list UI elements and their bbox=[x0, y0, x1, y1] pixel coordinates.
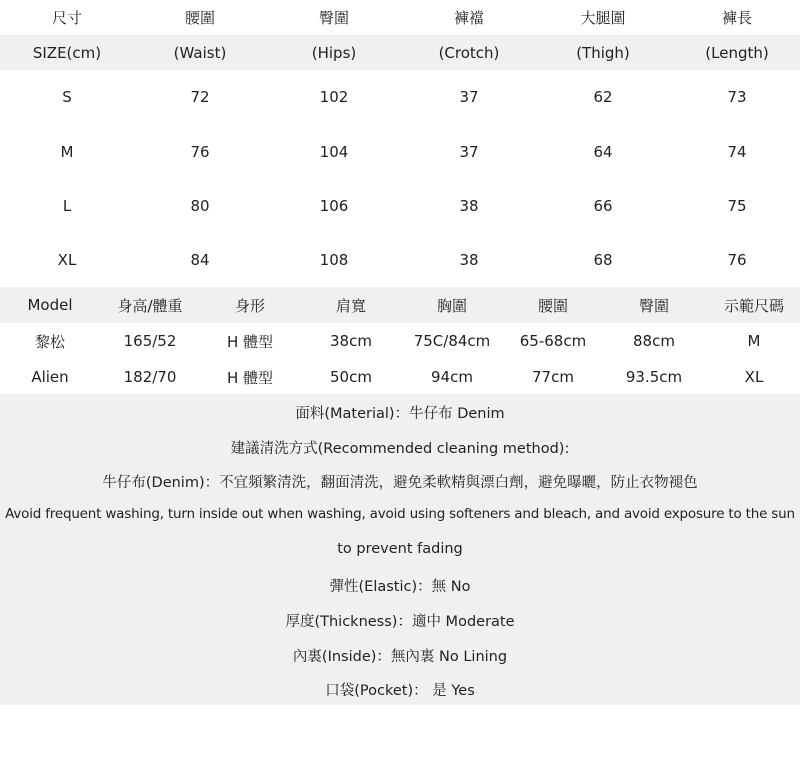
body-type-header-cell: 身形 bbox=[234, 296, 265, 315]
crotch-cell: 37 bbox=[459, 88, 479, 106]
height-weight-cell: 165/52 bbox=[123, 332, 177, 350]
thigh-cell: 68 bbox=[593, 251, 613, 269]
model-header-cell: Model bbox=[27, 296, 73, 314]
material-text: 面料(Material)：牛仔布 Denim bbox=[295, 406, 505, 422]
product-info-panel bbox=[0, 394, 800, 705]
pocket-text: 口袋(Pocket)： 是 Yes bbox=[325, 683, 475, 699]
height-weight-header-cell: 身高/體重 bbox=[117, 296, 183, 315]
hips-cell: 88cm bbox=[633, 332, 675, 350]
size-cell: L bbox=[62, 197, 72, 215]
size-cell: S bbox=[62, 88, 72, 106]
thigh-header-cell bbox=[536, 0, 670, 70]
size-cell: M bbox=[60, 143, 74, 161]
waist-cell: 76 bbox=[190, 143, 210, 161]
wash-title-text: 建議清洗方式(Recommended cleaning method): bbox=[230, 441, 570, 457]
chest-header-cell: 胸圍 bbox=[436, 296, 467, 315]
model-name-cell: 黎松 bbox=[34, 332, 65, 351]
hips-cell: 106 bbox=[319, 197, 349, 215]
thigh-cell: 66 bbox=[593, 197, 613, 215]
shoulder-cell: 38cm bbox=[330, 332, 372, 350]
lining-text: 內裏(Inside)：無內裏 No Lining bbox=[292, 649, 508, 665]
size-row-l bbox=[0, 179, 800, 233]
thigh-cell: 62 bbox=[593, 88, 613, 106]
hips-header-cell: 臀圍 bbox=[638, 296, 669, 315]
model-name-cell: Alien bbox=[31, 368, 69, 386]
hips-header-cell bbox=[267, 0, 401, 70]
thigh-header-zh: 大腿圍 bbox=[580, 9, 626, 27]
shoulder-cell: 50cm bbox=[330, 368, 372, 386]
wash-en-text-line1: Avoid frequent washing, turn inside out when washing, avoid using softeners and bleach, and avoid exposure to the sun bbox=[5, 506, 795, 522]
waist-header-cell bbox=[133, 0, 267, 70]
thigh-header-en: (Thigh) bbox=[576, 35, 630, 70]
hips-cell: 93.5cm bbox=[625, 368, 683, 386]
crotch-cell: 38 bbox=[459, 197, 479, 215]
size-header-zh: 尺寸 bbox=[51, 9, 82, 27]
length-cell: 76 bbox=[727, 251, 747, 269]
hips-cell: 104 bbox=[319, 143, 349, 161]
crotch-header-en: (Crotch) bbox=[439, 35, 500, 70]
body-type-cell: H 體型 bbox=[226, 368, 274, 387]
size-table-header bbox=[0, 0, 800, 70]
hips-cell: 102 bbox=[319, 88, 349, 106]
crotch-cell: 38 bbox=[459, 251, 479, 269]
wash-en-text-line2: to prevent fading bbox=[337, 541, 463, 557]
length-cell: 73 bbox=[727, 88, 747, 106]
hips-header-zh: 臀圍 bbox=[318, 9, 349, 27]
body-type-cell: H 體型 bbox=[226, 332, 274, 351]
elastic-text: 彈性(Elastic)：無 No bbox=[329, 579, 471, 595]
size-row-m bbox=[0, 125, 800, 179]
waist-cell: 80 bbox=[190, 197, 210, 215]
model-size-header-cell: 示範尺碼 bbox=[723, 296, 784, 315]
crotch-header-zh: 褲襠 bbox=[453, 9, 484, 27]
waist-cell: 77cm bbox=[532, 368, 574, 386]
model-size-cell: M bbox=[747, 332, 761, 350]
chest-cell: 94cm bbox=[431, 368, 473, 386]
chest-cell: 75C/84cm bbox=[413, 332, 491, 350]
length-header-zh: 褲長 bbox=[721, 9, 752, 27]
size-cell: XL bbox=[57, 251, 77, 269]
model-table-header bbox=[0, 287, 800, 323]
size-row-s bbox=[0, 70, 800, 124]
length-header-en: (Length) bbox=[705, 35, 768, 70]
thigh-cell: 64 bbox=[593, 143, 613, 161]
wash-zh-text: 牛仔布(Denim)：不宜頻繁清洗，翻面清洗，避免柔軟精與漂白劑，避免曝曬，防止衣物褪色 bbox=[102, 475, 698, 491]
waist-cell: 84 bbox=[190, 251, 210, 269]
waist-cell: 72 bbox=[190, 88, 210, 106]
waist-header-zh: 腰圍 bbox=[184, 9, 215, 27]
length-cell: 74 bbox=[727, 143, 747, 161]
shoulder-header-cell: 肩寬 bbox=[335, 296, 366, 315]
waist-header-en: (Waist) bbox=[174, 35, 227, 70]
waist-cell: 65-68cm bbox=[519, 332, 587, 350]
size-header-cell bbox=[0, 0, 134, 70]
waist-header-cell: 腰圍 bbox=[537, 296, 568, 315]
size-header-en: SIZE(cm) bbox=[33, 35, 101, 70]
crotch-cell: 37 bbox=[459, 143, 479, 161]
hips-cell: 108 bbox=[319, 251, 349, 269]
model-row bbox=[0, 323, 800, 359]
length-header-cell bbox=[670, 0, 800, 70]
hips-header-en: (Hips) bbox=[312, 35, 357, 70]
crotch-header-cell bbox=[402, 0, 536, 70]
height-weight-cell: 182/70 bbox=[123, 368, 177, 386]
length-cell: 75 bbox=[727, 197, 747, 215]
size-row-xl bbox=[0, 233, 800, 287]
model-row bbox=[0, 359, 800, 395]
thickness-text: 厚度(Thickness)：適中 Moderate bbox=[285, 614, 515, 630]
model-size-cell: XL bbox=[744, 368, 764, 386]
